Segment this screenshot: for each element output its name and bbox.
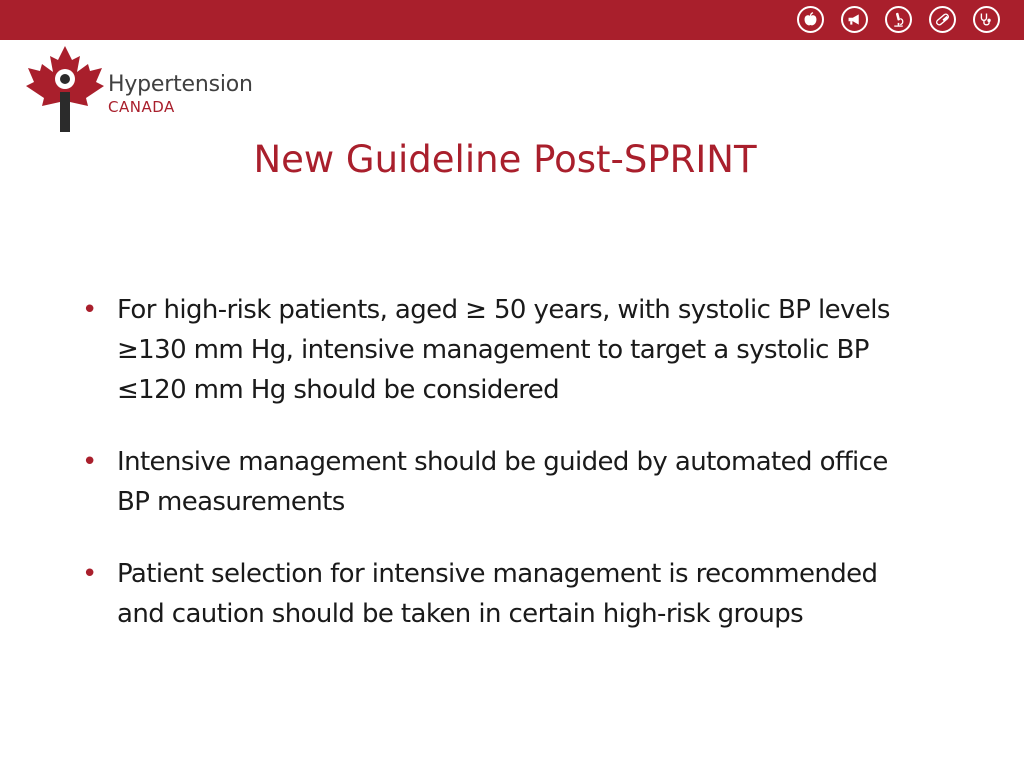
maple-leaf-logo-icon (24, 46, 106, 136)
bullet-text: For high-risk patients, aged ≥ 50 years, with systolic BP levels ≥130 mm Hg, intensive management to target a systolic BP ≤120 mm Hg should be considered (117, 295, 890, 405)
bullet-text: Intensive management should be guided by automated office BP measurements (117, 447, 888, 517)
bullet-marker-icon: • (82, 447, 97, 477)
bullet-item (80, 290, 910, 410)
hypertension-canada-logo (24, 46, 284, 138)
logo-text-hypertension: Hypertension (108, 72, 253, 97)
pill-icon (929, 6, 956, 33)
header-icon-row (797, 6, 1000, 33)
slide-title: New Guideline Post-SPRINT (253, 138, 757, 181)
bullet-item (80, 554, 910, 634)
bullet-marker-icon: • (82, 295, 97, 325)
bullet-item (80, 442, 910, 522)
apple-icon (797, 6, 824, 33)
stethoscope-icon (973, 6, 1000, 33)
bullet-list (80, 290, 910, 666)
bullet-marker-icon: • (82, 559, 97, 589)
microscope-icon (885, 6, 912, 33)
header-bar (0, 0, 1024, 40)
bullet-text: Patient selection for intensive management is recommended and caution should be taken in certain high-risk groups (117, 559, 878, 629)
logo-text-canada: CANADA (108, 98, 175, 116)
megaphone-icon (841, 6, 868, 33)
